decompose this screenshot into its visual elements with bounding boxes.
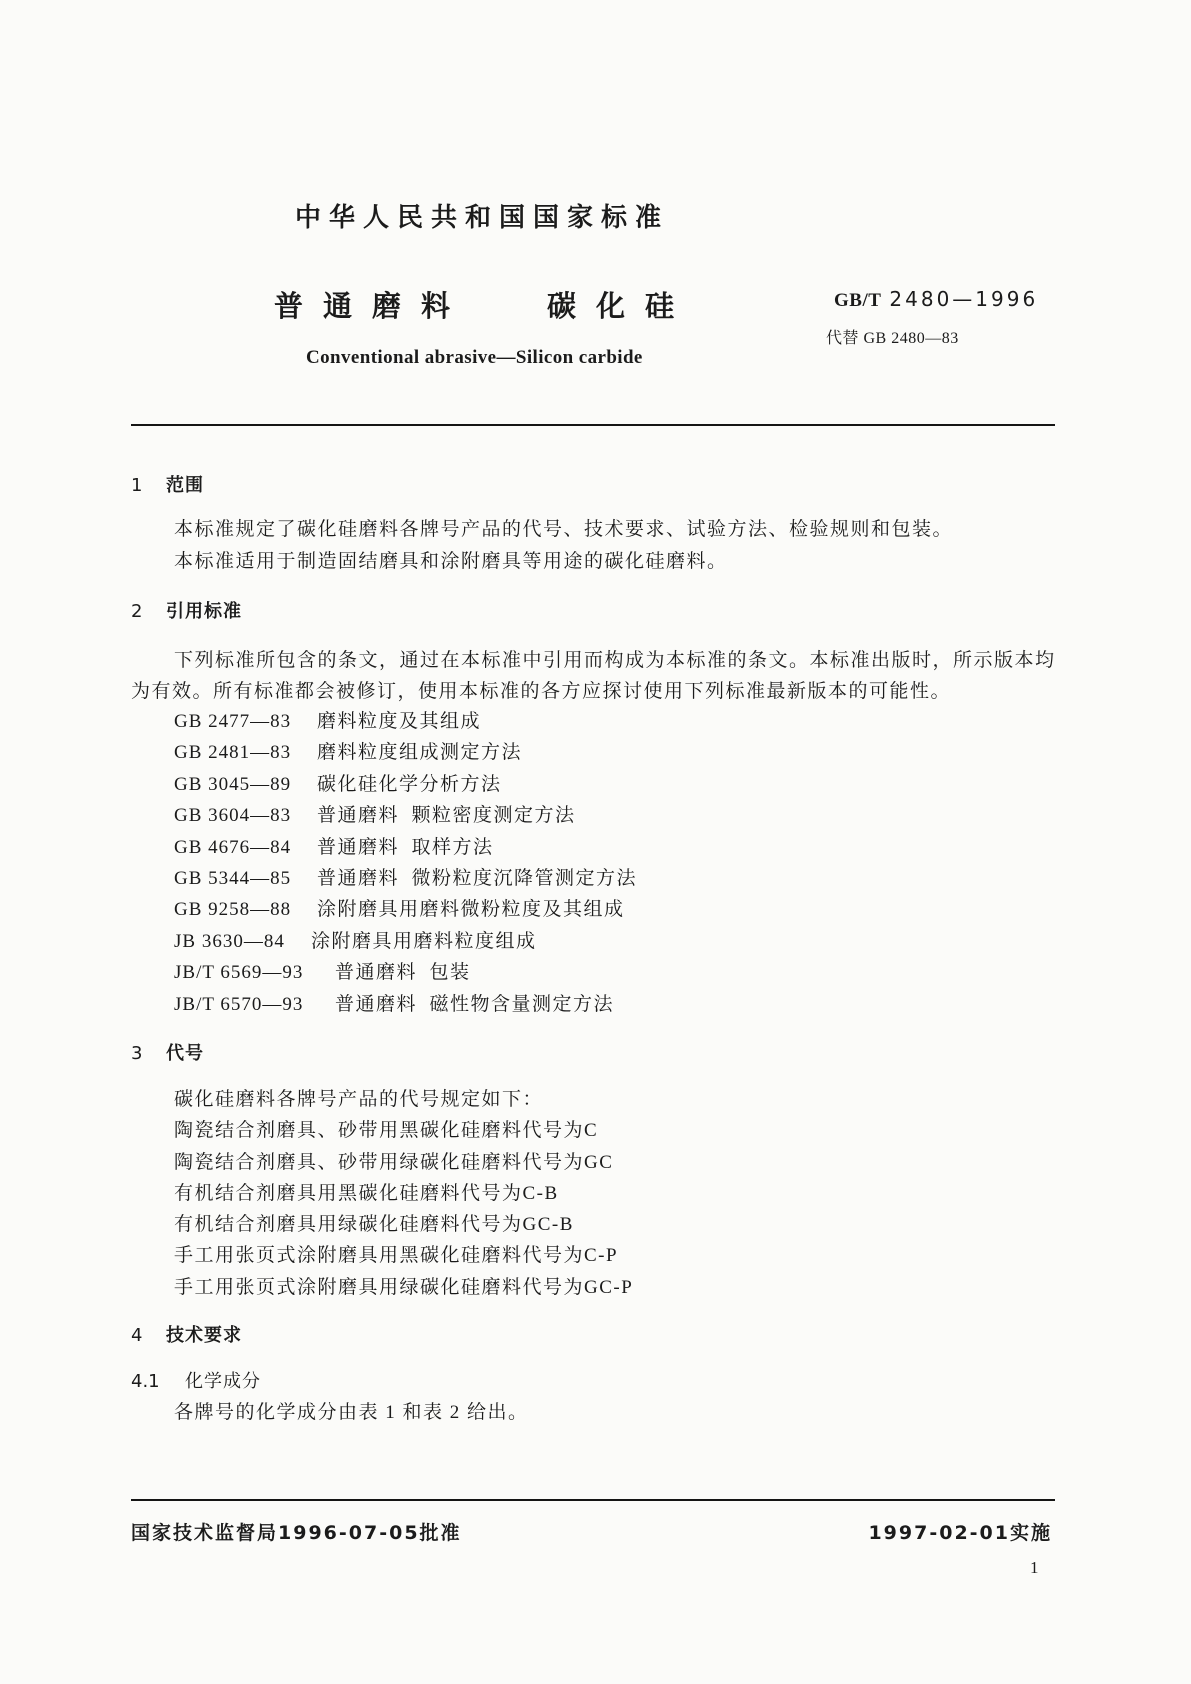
reference-code: GB 5344—85 [174, 867, 292, 889]
paragraph: 本标准规定了碳化硅磨料各牌号产品的代号、技术要求、试验方法、检验规则和包装。 [174, 519, 954, 540]
reference-code: GB 3045—89 [174, 773, 292, 795]
reference-item [174, 863, 637, 894]
reference-title: 普通磨料 微粉粒度沉降管测定方法 [317, 867, 638, 889]
bottom-rule [131, 1499, 1055, 1501]
reference-item [174, 926, 637, 957]
section-title: 代号 [166, 1043, 204, 1064]
reference-title: 普通磨料 磁性物含量测定方法 [335, 993, 615, 1015]
code-line: 陶瓷结合剂磨具、砂带用绿碳化硅磨料代号为GC [174, 1151, 614, 1173]
subsection-number: 4.1 [131, 1371, 160, 1392]
subsection-4-1-heading [131, 1372, 261, 1392]
reference-code: GB 2481—83 [174, 742, 292, 764]
document-title-part2: 碳化硅 [547, 289, 695, 323]
section-title: 范围 [166, 475, 204, 496]
national-standard-heading: 中华人民共和国国家标准 [295, 203, 670, 233]
replaces-standard: 代替 GB 2480—83 [826, 330, 959, 347]
paragraph: 各牌号的化学成分由表 1 和表 2 给出。 [174, 1402, 529, 1423]
code-line: 有机结合剂磨具用黑碳化硅磨料代号为C-B [174, 1182, 559, 1204]
reference-code: GB 4676—84 [174, 836, 292, 858]
section-number: 1 [131, 475, 143, 496]
paragraph: 本标准适用于制造固结磨具和涂附磨具等用途的碳化硅磨料。 [174, 551, 728, 572]
document-title-part1: 普通磨料 [274, 289, 471, 323]
section-title: 技术要求 [166, 1325, 242, 1346]
reference-item [174, 832, 637, 863]
section-number: 3 [131, 1043, 143, 1064]
code-line: 手工用张页式涂附磨具用绿碳化硅磨料代号为GC-P [174, 1276, 634, 1298]
code-line: 手工用张页式涂附磨具用黑碳化硅磨料代号为C-P [174, 1245, 619, 1267]
section-2-heading [131, 602, 242, 622]
reference-code: GB 2477—83 [174, 711, 292, 732]
reference-item [174, 706, 637, 737]
code-line: 陶瓷结合剂磨具、砂带用黑碳化硅磨料代号为C [174, 1120, 599, 1142]
code-line: 有机结合剂磨具用绿碳化硅磨料代号为GC-B [174, 1214, 574, 1236]
reference-list [174, 706, 637, 1020]
reference-title: 普通磨料 颗粒密度测定方法 [317, 805, 576, 827]
paragraph-line: 为有效。所有标准都会被修订，使用本标准的各方应探讨使用下列标准最新版本的可能性。 [131, 681, 952, 702]
reference-item [174, 894, 637, 925]
section-number: 2 [131, 601, 143, 622]
standard-number-value: 2480—1996 [889, 287, 1039, 311]
section-1-heading [131, 476, 204, 496]
reference-item [174, 957, 637, 988]
section-3-heading [131, 1044, 204, 1064]
reference-item [174, 989, 637, 1020]
top-rule [131, 424, 1055, 426]
section-number: 4 [131, 1325, 143, 1346]
reference-title: 涂附磨具用磨料粒度组成 [311, 930, 537, 952]
approval-date: 国家技术监督局1996-07-05批准 [131, 1522, 462, 1544]
section-4-heading [131, 1326, 242, 1346]
effective-date: 1997-02-01实施 [868, 1522, 1052, 1544]
reference-code: GB 9258—88 [174, 899, 292, 921]
reference-code: GB 3604—83 [174, 805, 292, 827]
reference-title: 磨料粒度及其组成 [317, 711, 482, 732]
reference-title: 普通磨料 取样方法 [317, 836, 494, 858]
reference-code: JB/T 6570—93 [174, 993, 304, 1015]
reference-title: 普通磨料 包装 [335, 962, 471, 984]
english-title: Conventional abrasive—Silicon carbide [306, 347, 643, 368]
page-number: 1 [1030, 1558, 1039, 1577]
paragraph-line: 下列标准所包含的条文，通过在本标准中引用而构成为本标准的条文。本标准出版时，所示版本均 [174, 650, 1056, 671]
reference-item [174, 800, 637, 831]
reference-item [174, 737, 637, 768]
standard-number-prefix: GB/T [834, 290, 882, 311]
section-title: 引用标准 [166, 601, 242, 622]
reference-title: 磨料粒度组成测定方法 [317, 742, 523, 764]
reference-code: JB/T 6569—93 [174, 962, 304, 984]
standard-number [826, 263, 1038, 314]
reference-code: JB 3630—84 [174, 930, 285, 952]
reference-title: 碳化硅化学分析方法 [317, 773, 502, 795]
code-list [174, 1084, 633, 1303]
reference-item [174, 769, 637, 800]
subsection-title: 化学成分 [185, 1371, 261, 1392]
reference-title: 涂附磨具用磨料微粉粒度及其组成 [317, 899, 625, 921]
code-line: 碳化硅磨料各牌号产品的代号规定如下： [174, 1089, 544, 1110]
